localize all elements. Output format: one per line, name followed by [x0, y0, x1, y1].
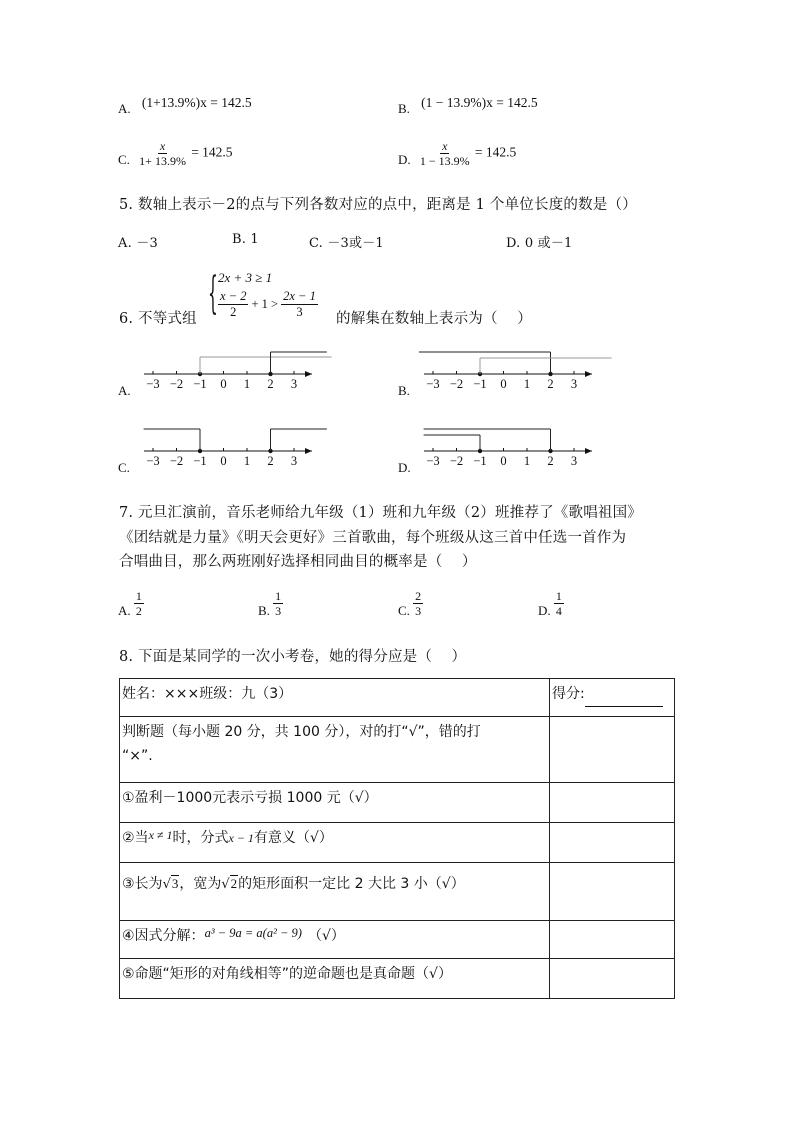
- q5-option-d: D. 0 或－1: [506, 236, 573, 251]
- tick-label: −3: [426, 377, 440, 391]
- table-row: [120, 679, 675, 717]
- q6-option-d-label: D.: [398, 460, 411, 475]
- tick-label: −3: [146, 377, 160, 391]
- q7-d-num: 1: [555, 589, 562, 603]
- item2-math1: x ≠ 1: [148, 828, 173, 842]
- tick-label: 2: [547, 377, 554, 391]
- q7-option-d: [538, 590, 564, 617]
- q7-option-c: [398, 590, 423, 617]
- q6-ineq2-n1: x − 2: [220, 289, 247, 303]
- q4-d-den: 1 − 13.9%: [419, 154, 470, 168]
- tick-label: 2: [547, 454, 554, 468]
- item2-text-c: 有意义（√）: [253, 830, 333, 846]
- tick-label: −1: [193, 377, 207, 391]
- empty-cell: [550, 921, 675, 959]
- tick-label: 0: [500, 454, 507, 468]
- q6-option-c-label: C.: [118, 460, 130, 475]
- q4-c-num: x: [159, 139, 166, 153]
- item2-text-b: 时，分式: [172, 830, 229, 846]
- q4-b-label: B.: [398, 101, 410, 116]
- q7-c-num: 2: [415, 589, 422, 603]
- empty-cell: [550, 823, 675, 863]
- q4-a-text: (1+13.9%)x = 142.5: [141, 95, 252, 110]
- tick-label: −3: [146, 454, 160, 468]
- item3-text-b: ，宽为: [179, 876, 222, 892]
- q4-b-text: (1 − 13.9%)x = 142.5: [421, 95, 538, 110]
- q7-d-label: D.: [538, 603, 551, 619]
- q7-a-fraction: [134, 590, 144, 617]
- table-row: [120, 921, 675, 959]
- q7-a-label: A.: [118, 603, 131, 619]
- tick-label: 1: [243, 377, 251, 391]
- tick-label: 1: [523, 377, 531, 391]
- tick-label: 2: [267, 454, 274, 468]
- q7-d-fraction: [554, 590, 564, 617]
- table-row: [120, 717, 675, 783]
- tick-label: −2: [449, 377, 464, 391]
- tick-label: 1: [243, 454, 251, 468]
- q6-option-b-label: B.: [398, 383, 410, 398]
- name-class-text: 姓名：×××班级：九（3）: [122, 686, 293, 702]
- q6-ineq2-d2: 3: [296, 304, 303, 319]
- item1-cell: [120, 783, 550, 823]
- name-class-cell: [120, 679, 550, 717]
- empty-cell: [550, 959, 675, 999]
- tick-label: −3: [426, 454, 440, 468]
- tick-label: 0: [220, 377, 227, 391]
- tick-label: −1: [473, 377, 487, 391]
- q7-b-num: 1: [275, 589, 282, 603]
- table-row: [120, 823, 675, 863]
- q7-b-den: 3: [275, 604, 282, 618]
- tick-label: 0: [500, 377, 507, 391]
- q4-c-den: 1+ 13.9%: [139, 154, 186, 168]
- table-row: [120, 959, 675, 999]
- q7-c-den: 3: [415, 604, 422, 618]
- item5-cell: [120, 959, 550, 999]
- q4-a-label: A.: [118, 101, 131, 116]
- axis-arrow-icon: [585, 448, 592, 454]
- table-row: [120, 783, 675, 823]
- item3-text-c: 的矩形面积一定比 2 大比 3 小（√）: [238, 876, 465, 892]
- q7-option-a: [118, 590, 144, 617]
- q6-ineq1: 2x + 3 ≥ 1: [218, 270, 273, 285]
- instruction-line2: “×”.: [122, 747, 153, 764]
- score-blank: [585, 692, 663, 707]
- empty-cell: [550, 863, 675, 921]
- q7-line1: 7. 元旦汇演前，音乐老师给九年级（1）班和九年级（2）班推荐了《歌唱祖国》: [119, 505, 642, 521]
- q4-d-rhs: = 142.5: [474, 144, 517, 160]
- item3-text-a: ③长为: [122, 876, 163, 892]
- item3-cell: [120, 863, 550, 921]
- q7-line3: 合唱曲目，那么两班刚好选择相同曲目的概率是（ ）: [119, 554, 477, 570]
- q7-b-fraction: [273, 590, 283, 617]
- item4-cell: [120, 921, 550, 959]
- item4-text-a: ④因式分解：: [122, 928, 205, 944]
- tick-label: 3: [570, 377, 578, 391]
- sqrt3: √3: [162, 876, 179, 892]
- q4-d-num: x: [442, 139, 448, 153]
- item2-cell: [120, 823, 550, 863]
- q5-option-c: C. －3或－1: [309, 236, 384, 251]
- instruction-cell: [120, 717, 550, 783]
- q6-brace: {: [208, 268, 218, 319]
- empty-cell: [550, 717, 675, 783]
- tick-label: 1: [523, 454, 531, 468]
- tick-label: −2: [169, 454, 184, 468]
- sqrt2-radicand: 2: [230, 876, 238, 891]
- score-label: 得分:: [552, 686, 585, 702]
- sqrt2: √2: [221, 876, 238, 892]
- tick-label: 3: [290, 454, 298, 468]
- q6-ineq2-d1: 2: [230, 304, 237, 319]
- item4-math: a³ − 9a = a(a² − 9): [204, 926, 302, 940]
- tick-label: 3: [290, 377, 298, 391]
- q7-b-label: B.: [258, 603, 270, 619]
- q6-option-a-label: A.: [118, 383, 131, 398]
- tick-label: 0: [220, 454, 227, 468]
- item1-text: ①盈利－1000元表示亏损 1000 元（√）: [122, 790, 378, 806]
- q7-a-num: 1: [135, 589, 142, 603]
- tick-label: 3: [570, 454, 578, 468]
- tick-label: −2: [449, 454, 464, 468]
- score-cell: [550, 679, 675, 717]
- q6-prefix: 6. 不等式组: [119, 311, 197, 327]
- q7-c-label: C.: [398, 603, 410, 619]
- q5-option-b: B. 1: [232, 232, 259, 247]
- instruction-line1: 判断题（每小题 20 分，共 100 分），对的打“√”，错的打: [122, 724, 481, 740]
- q7-line2: 《团结就是力量》《明天会更好》三首歌曲，每个班级从这三首中任选一首作为: [119, 530, 627, 546]
- q6-suffix: 的解集在数轴上表示为（ ）: [336, 311, 532, 327]
- q6-ineq2-mid: + 1 >: [251, 296, 279, 311]
- tick-label: −1: [473, 454, 487, 468]
- empty-cell: [550, 783, 675, 823]
- item2-math2: x − 1: [228, 831, 254, 845]
- q7-d-den: 4: [555, 604, 562, 618]
- exam-table: [119, 678, 675, 999]
- q7-option-b: [258, 590, 283, 617]
- q6-ineq2-n2: 2x − 1: [283, 289, 316, 303]
- q7-a-den: 2: [135, 604, 142, 618]
- q5-option-a: A. －3: [118, 236, 158, 251]
- q7-c-fraction: [413, 590, 423, 617]
- q4-c-label: C.: [118, 152, 130, 168]
- table-row: [120, 863, 675, 921]
- q4-d-label: D.: [398, 152, 411, 168]
- item5-text: ⑤命题“矩形的对角线相等”的逆命题也是真命题（√）: [122, 966, 452, 982]
- tick-label: 2: [267, 377, 274, 391]
- sqrt3-radicand: 3: [171, 876, 179, 891]
- tick-label: −2: [169, 377, 184, 391]
- q5-stem: 5. 数轴上表示－2的点与下列各数对应的点中，距离是 1 个单位长度的数是（）: [119, 197, 637, 213]
- q4-c-rhs: = 142.5: [191, 144, 233, 160]
- item2-text-a: ②当: [122, 830, 149, 846]
- q8-stem: 8. 下面是某同学的一次小考卷，她的得分应是（ ）: [119, 649, 467, 665]
- tick-label: −1: [193, 454, 207, 468]
- item4-text-b: （√）: [307, 928, 345, 944]
